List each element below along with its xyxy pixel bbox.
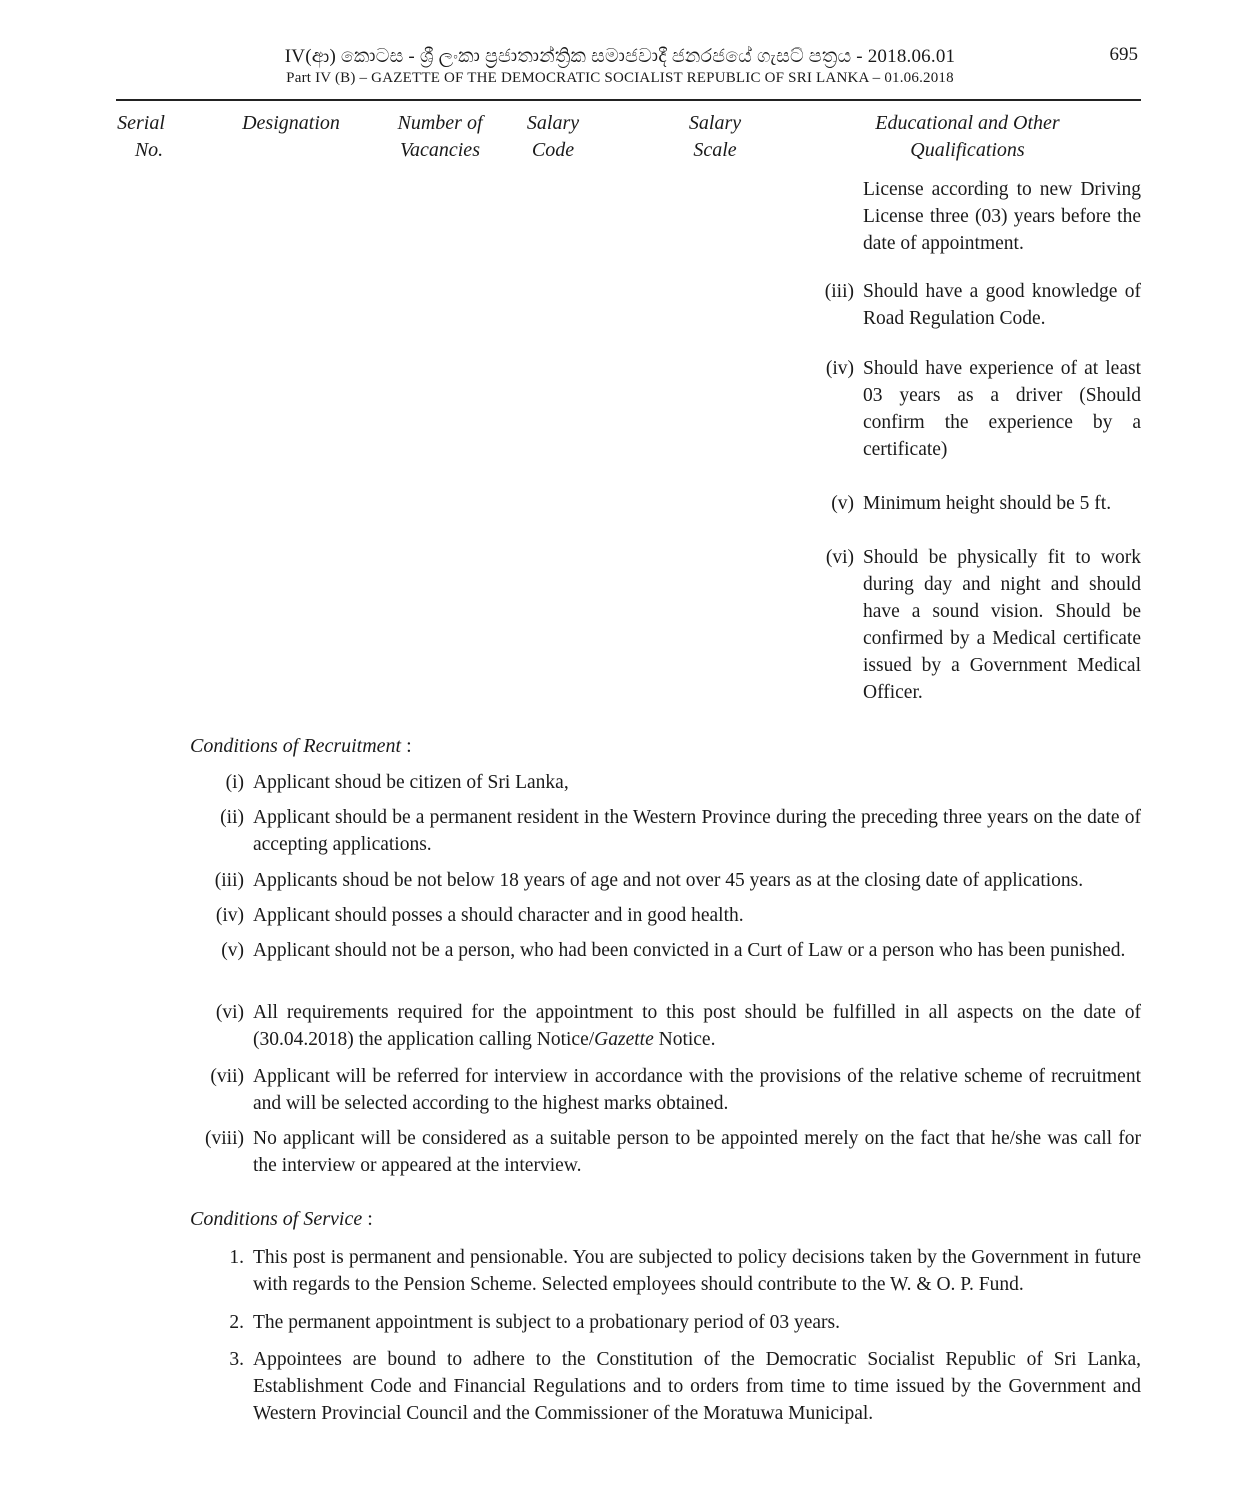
column-heading-line: Serial (117, 112, 165, 134)
qualification-text: Should have experience of at least 03 years as a driver (Should confirm the experience by a certificate) (863, 358, 1141, 460)
qualification-text: Minimum height should be 5 ft. (863, 493, 1112, 514)
condition-number: (i) (225, 772, 244, 793)
column-heading-line: Qualifications (910, 139, 1025, 161)
condition-text-part: Notice. (653, 1029, 716, 1050)
condition-text (253, 999, 1141, 1053)
column-heading-qualifications (830, 110, 1105, 164)
qualification-number: (iii) (824, 281, 854, 302)
column-heading-salary-scale (672, 110, 758, 164)
column-heading-line: Code (531, 139, 575, 161)
condition-number: (iii) (214, 870, 244, 891)
section-title-colon: : (362, 1208, 373, 1230)
column-heading-line: Scale (693, 139, 737, 161)
condition-number: 2. (229, 1312, 244, 1333)
section-title-text: Conditions of Service (190, 1208, 363, 1230)
condition-number: 1. (229, 1247, 244, 1268)
condition-number: (viii) (205, 1128, 244, 1149)
condition-text: No applicant will be considered as a suitable person to be appointed merely on the fact that he/she was call for the interview or appeared at the interview. (253, 1128, 1141, 1176)
condition-text: Applicant should posses a should character and in good health. (253, 905, 744, 926)
column-heading-salary-code (510, 110, 596, 164)
condition-number: (vi) (215, 1002, 244, 1023)
gazette-header-sinhala: IV(ආ) කොටස - ශ්‍රී ලංකා ප්‍රජාතාන්ත්‍රික සමාජවාදී ජනරජයේ ගැසට් පත්‍රය - 2018.06.01 (284, 46, 956, 67)
condition-number: (v) (221, 940, 244, 961)
column-heading-line: Number of (397, 112, 483, 134)
condition-text-part: All requirements required for the appointment to this post should be fulfilled in all aspects on the date of (30.04.2018) the application calling Notice/ (253, 1002, 1141, 1050)
column-heading-line: Designation (242, 112, 340, 134)
column-heading-designation (226, 110, 356, 137)
qualification-text: Should be physically fit to work during day and night and should have a sound vision. Should be confirmed by a Medical certificate issued by a Government Medical Officer. (863, 547, 1141, 703)
qualification-number: (vi) (825, 547, 854, 568)
column-heading-serial-no (106, 110, 176, 164)
column-heading-line: Salary (526, 112, 580, 134)
page-number: 695 (1109, 44, 1138, 65)
section-title-text: Conditions of Recruitment (190, 735, 402, 757)
qualification-number: (iv) (825, 358, 854, 379)
condition-text: Applicants shoud be not below 18 years of age and not over 45 years as at the closing date of applications. (253, 870, 1084, 891)
condition-text: This post is permanent and pensionable. You are subjected to policy decisions taken by the Government in future with regards to the Pension Scheme. Selected employees should contribute to the W. & O. P. Fund. (253, 1247, 1141, 1295)
condition-text: Applicant should not be a person, who had been convicted in a Curt of Law or a person who has been punished. (253, 940, 1126, 961)
column-heading-line: Educational and Other (875, 112, 1060, 134)
condition-text: Applicant will be referred for interview in accordance with the provisions of the relative scheme of recruitment and will be selected according to the highest marks obtained. (253, 1066, 1141, 1114)
condition-text-italic: Gazette (594, 1029, 654, 1050)
column-heading-line: Salary (688, 112, 742, 134)
condition-number: (ii) (220, 807, 244, 828)
gazette-header-english: Part IV (B) – GAZETTE OF THE DEMOCRATIC SOCIALIST REPUBLIC OF SRI LANKA – 01.06.2018 (286, 70, 954, 86)
qualification-text: Should have a good knowledge of Road Regulation Code. (863, 281, 1141, 329)
column-heading-vacancies (380, 110, 500, 164)
condition-text: Applicant shoud be citizen of Sri Lanka, (253, 772, 569, 793)
condition-text: Appointees are bound to adhere to the Constitution of the Democratic Socialist Republic of Sri Lanka, Establishment Code and Financial Regulations and to orders from time to time issued by the Government and Western Provincial Council and the Commissioner of the Moratuwa Municipal. (253, 1349, 1141, 1424)
section-title-colon: : (401, 735, 412, 757)
qualification-number: (v) (831, 493, 854, 514)
column-heading-line: No. (134, 139, 164, 161)
condition-text: The permanent appointment is subject to a probationary period of 03 years. (253, 1312, 840, 1333)
qualification-continued-text: License according to new Driving License three (03) years before the date of appointment. (863, 179, 1141, 254)
condition-number: (iv) (215, 905, 244, 926)
condition-number: 3. (229, 1349, 244, 1370)
condition-text: Applicant should be a permanent resident in the Western Province during the preceding three years on the date of accepting applications. (253, 807, 1141, 855)
header-divider (116, 99, 1141, 101)
recruitment-section-title (190, 735, 412, 758)
service-section-title (190, 1208, 373, 1231)
column-heading-line: Vacancies (400, 139, 480, 161)
condition-number: (vii) (210, 1066, 244, 1087)
